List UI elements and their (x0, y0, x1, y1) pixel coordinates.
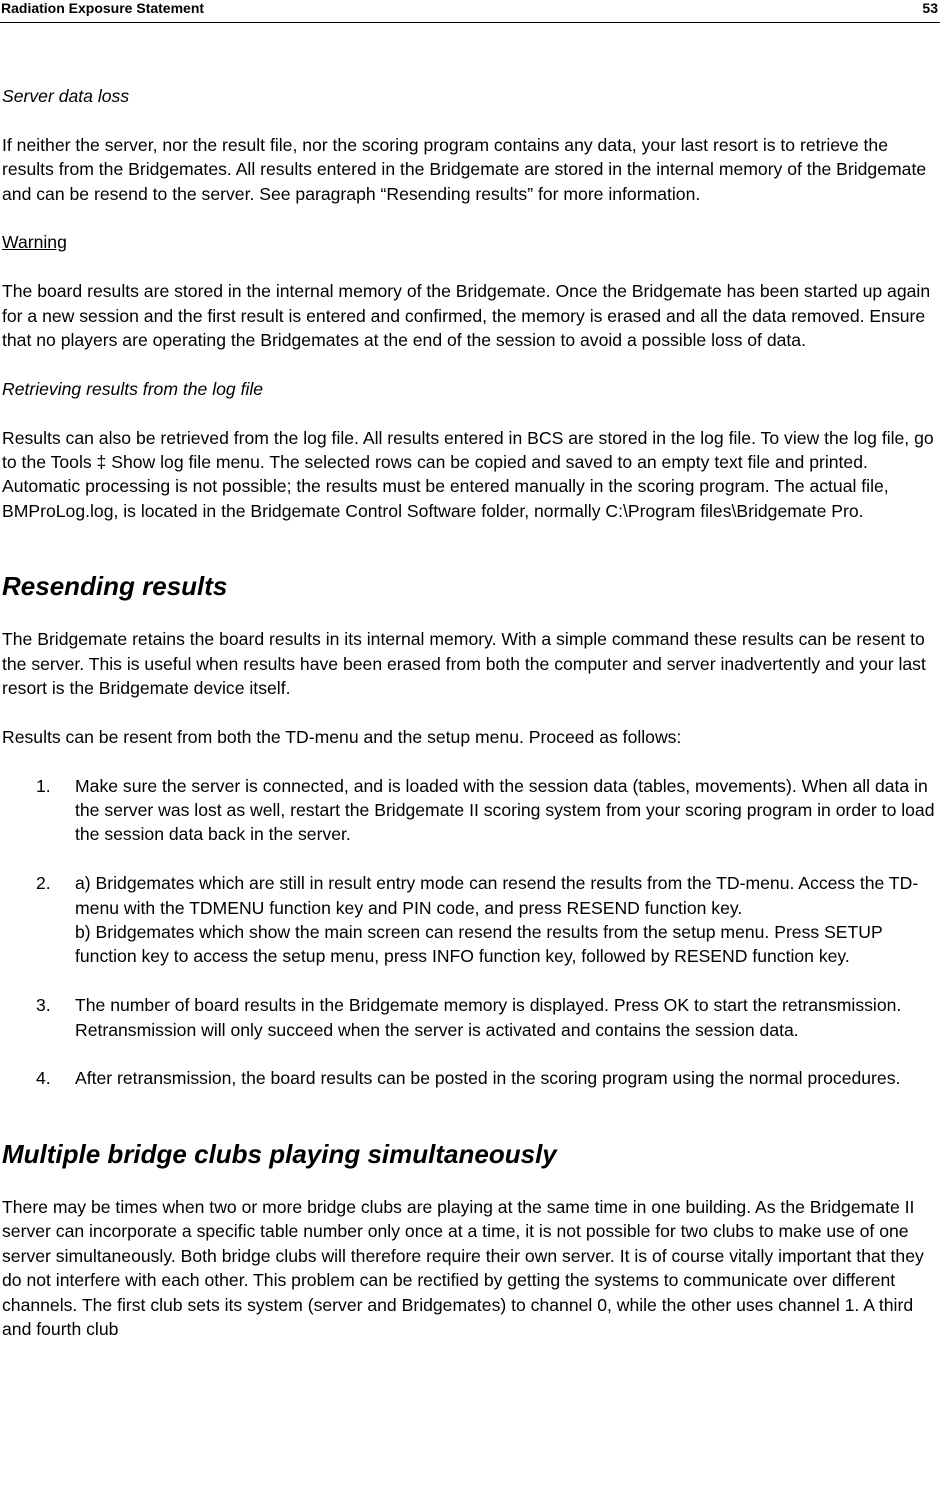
log-file-heading: Retrieving results from the log file (2, 378, 264, 399)
warning-label: Warning (2, 232, 67, 253)
page-number: 53 (922, 0, 938, 16)
list-item (2, 1066, 942, 1090)
step-text: Make sure the server is connected, and is loaded with the session data (tables, movements). When all data in the server was lost as well, restart the Bridgemate II scoring system from your scoring program in order to load the session data back in the server. (75, 775, 935, 845)
step-text: After retransmission, the board results can be posted in the scoring program using the normal procedures. (75, 1068, 901, 1089)
multiple-clubs-paragraph: There may be times when two or more bridge clubs are playing at the same time in one building. As the Bridgemate II server can incorporate a specific table number only once at a time, it is not possible for two clubs to make use of one server simultaneously. Both bridge clubs will therefore require their own server. It is of course vitally important that they do not interfere with each other. This problem can be rectified by getting the systems to communicate over different channels. The first club sets its system (server and Bridgemates) to channel 0, while the other uses channel 1. A third and fourth club (2, 1196, 924, 1339)
step-text: The number of board results in the Bridgemate memory is displayed. Press OK to start the retransmission. Retransmission will only succeed when the server is activated and contains the session data. (75, 995, 902, 1040)
step-number: 1. (36, 775, 51, 796)
document-body (2, 84, 942, 1366)
resending-paragraph-2: Results can be resent from both the TD-menu and the setup menu. Proceed as follows: (2, 726, 682, 747)
warning-paragraph: The board results are stored in the internal memory of the Bridgemate. Once the Bridgemate has been started up again for a new session and the first result is entered and confirmed, the memory is erased and all the data removed. Ensure that no players are operating the Bridgemates at the end of the session to avoid a possible loss of data. (2, 281, 931, 351)
log-file-paragraph: Results can also be retrieved from the log file. All results entered in BCS are stored in the log file. To view the log file, go to the Tools ‡ Show log file menu. The selected rows can be copied and saved to an empty text file and printed. Automatic processing is not possible; the results must be entered manually in the scoring program. The actual file, BMProLog.log, is located in the Bridgemate Control Software folder, normally C:\Program files\Bridgemate Pro. (2, 427, 934, 521)
step-number: 3. (36, 995, 51, 1016)
server-data-loss-heading: Server data loss (2, 86, 130, 106)
resending-steps-list (2, 774, 942, 1091)
step-text-b: b) Bridgemates which show the main screen can resend the results from the setup menu. Press SETUP function key to access the setup menu, press INFO function key, followed by RESEND function key. (75, 922, 883, 967)
resending-paragraph-1: The Bridgemate retains the board results in its internal memory. With a simple command these results can be resent to the server. This is useful when results have been erased from both the computer and server inadvertently and your last resort is the Bridgemate device itself. (2, 629, 926, 699)
resending-results-heading: Resending results (2, 571, 228, 602)
server-data-loss-paragraph: If neither the server, nor the result file, nor the scoring program contains any data, your last resort is to retrieve the results from the Bridgemates. All results entered in the Bridgemate are stored in the internal memory of the Bridgemate and can be resend to the server. See paragraph “Resending results” for more information. (2, 134, 927, 204)
multiple-clubs-heading: Multiple bridge clubs playing simultaneously (2, 1138, 557, 1169)
step-number: 2. (36, 873, 51, 894)
header-title: Radiation Exposure Statement (1, 0, 205, 16)
list-item (2, 871, 942, 969)
list-item (2, 774, 942, 847)
list-item (2, 993, 942, 1042)
step-number: 4. (36, 1068, 51, 1089)
step-text-a: a) Bridgemates which are still in result entry mode can resend the results from the TD-menu. Access the TD-menu with the TDMENU function key and PIN code, and press RESEND function key. (75, 873, 919, 918)
page-header (0, 0, 940, 23)
